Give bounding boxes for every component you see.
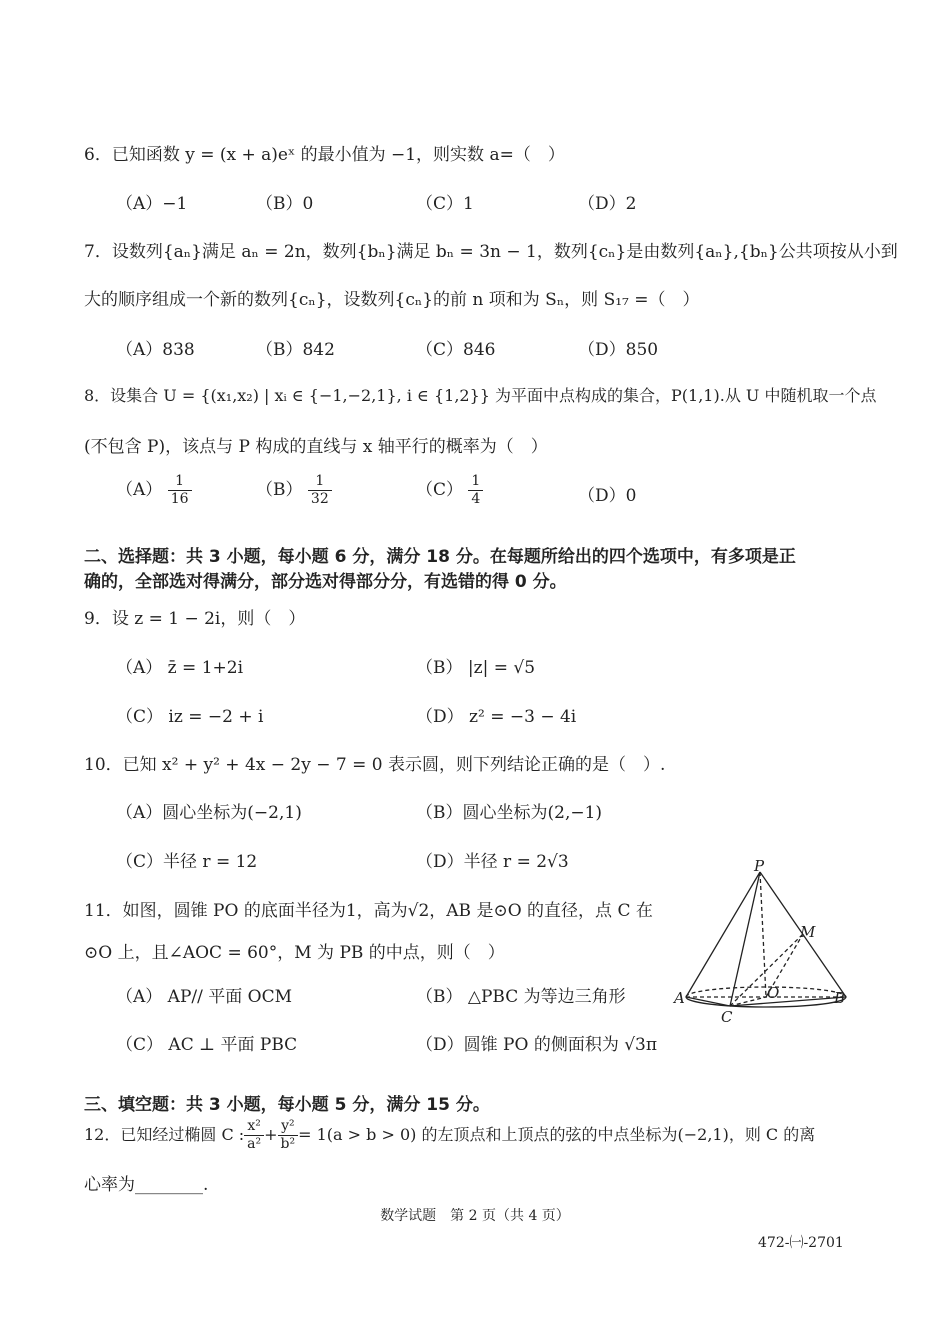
- q9-option-c: （C） iz = −2 + i: [116, 707, 264, 727]
- q12-plus: +: [264, 1125, 278, 1144]
- q6-option-b: （B）0: [256, 194, 314, 214]
- q8-option-c-fraction: [468, 473, 483, 508]
- fraction-denominator: a²: [247, 1136, 262, 1152]
- q11-option-a: （A） AP// 平面 OCM: [116, 987, 293, 1007]
- fraction-numerator: x²: [244, 1118, 264, 1136]
- q10-option-d: （D）半径 r = 2√3: [416, 852, 569, 872]
- section-2-heading-line1: 二、选择题：共 3 小题，每小题 6 分，满分 18 分。在每题所给出的四个选项中，有多项是正: [84, 547, 796, 567]
- height-PO: [760, 872, 766, 997]
- q12-fraction-y: [278, 1118, 299, 1153]
- cone-figure: [668, 860, 854, 1028]
- q6-option-d: （D）2: [578, 194, 637, 214]
- q10-option-c: （C）半径 r = 12: [116, 852, 258, 872]
- question-7-stem-line2: 大的顺序组成一个新的数列{cₙ}，设数列{cₙ}的前 n 项和为 Sₙ，则 S₁₇ =（ ）: [84, 290, 700, 310]
- q7-option-c: （C）846: [416, 340, 496, 360]
- label-B: B: [834, 989, 846, 1007]
- q8-option-b-fraction: [308, 473, 332, 508]
- fraction-denominator: b²: [280, 1136, 296, 1152]
- q9-option-b: （B） |z| = √5: [416, 658, 536, 678]
- label-O: O: [767, 984, 780, 1002]
- edge-PC: [730, 872, 760, 1006]
- q8-option-a: [116, 473, 192, 508]
- fraction-denominator: 32: [310, 491, 329, 507]
- fraction-denominator: 16: [170, 491, 189, 507]
- question-11-stem-line2: ⊙O 上，且∠AOC = 60°，M 为 PB 的中点，则（ ）: [84, 943, 505, 963]
- fraction-denominator: 4: [471, 491, 481, 507]
- q6-option-c: （C）1: [416, 194, 474, 214]
- question-10-stem: 10．已知 x² + y² + 4x − 2y − 7 = 0 表示圆，则下列结论正确的是（ ）.: [84, 755, 666, 775]
- q11-option-d: （D）圆锥 PO 的侧面积为 √3π: [416, 1035, 658, 1055]
- question-12-stem-line1: [84, 1118, 815, 1153]
- q10-option-a: （A）圆心坐标为(−2,1): [116, 803, 302, 823]
- label-C: C: [721, 1008, 733, 1026]
- page-footer: 数学试题 第 2 页（共 4 页）: [380, 1208, 570, 1224]
- q12-stem-post: = 1(a > b > 0) 的左顶点和上顶点的弦的中点坐标为(−2,1)，则 C 的离: [298, 1125, 816, 1144]
- label-M: M: [800, 923, 816, 941]
- q12-fraction-x: [244, 1118, 264, 1153]
- q7-option-a: （A）838: [116, 340, 195, 360]
- q12-stem-pre: 12．已知经过椭圆 C :: [84, 1125, 245, 1144]
- q11-option-b: （B） △PBC 为等边三角形: [416, 987, 626, 1007]
- q8-option-c: [416, 473, 483, 508]
- fraction-numerator: 1: [308, 473, 332, 491]
- q9-option-d: （D） z² = −3 − 4i: [416, 707, 577, 727]
- q10-option-b: （B）圆心坐标为(2,−1): [416, 803, 603, 823]
- fraction-numerator: y²: [278, 1118, 299, 1136]
- q8-option-b-label: （B）: [256, 480, 303, 500]
- q8-option-d: [578, 481, 636, 506]
- q7-option-b: （B）842: [256, 340, 335, 360]
- question-6-stem: 6．已知函数 y = (x + a)eˣ 的最小值为 −1，则实数 a=（ ）: [84, 145, 565, 165]
- question-8-stem-line2: (不包含 P)，该点与 P 构成的直线与 x 轴平行的概率为（ ）: [84, 437, 548, 457]
- section-3-heading: 三、填空题：共 3 小题，每小题 5 分，满分 15 分。: [84, 1095, 490, 1115]
- section-2-heading-line2: 确的，全部选对得满分，部分选对得部分分，有选错的得 0 分。: [84, 572, 567, 592]
- question-7-stem-line1: 7．设数列{aₙ}满足 aₙ = 2n，数列{bₙ}满足 bₙ = 3n − 1，数列{cₙ}是由数列{aₙ},{bₙ}公共项按从小到: [84, 242, 898, 262]
- q8-option-d-label: （D）: [578, 486, 626, 506]
- q8-option-a-label: （A）: [116, 480, 163, 500]
- label-A: A: [674, 989, 685, 1007]
- q11-option-c: （C） AC ⊥ 平面 PBC: [116, 1035, 298, 1055]
- question-11-stem-line1: 11．如图，圆锥 PO 的底面半径为1，高为√2，AB 是⊙O 的直径，点 C 在: [84, 901, 653, 921]
- q9-option-a: （A） z̄ = 1+2i: [116, 658, 244, 678]
- exam-code: 472-㈠-2701: [758, 1235, 844, 1251]
- q6-option-a: （A）−1: [116, 194, 188, 214]
- fraction-numerator: 1: [468, 473, 483, 491]
- question-8-stem-line1: 8．设集合 U = {(x₁,x₂) | xᵢ ∈ {−1,−2,1}, i ∈ {1,2}} 为平面中点构成的集合，P(1,1).从 U 中随机取一个点: [84, 386, 877, 405]
- question-9-stem: 9．设 z = 1 − 2i，则（ ）: [84, 609, 306, 629]
- q8-option-d-text: 0: [625, 486, 637, 506]
- q8-option-b: [256, 473, 332, 508]
- label-P: P: [754, 860, 765, 875]
- q8-option-c-label: （C）: [416, 480, 464, 500]
- question-12-stem-line2: 心率为________.: [84, 1175, 209, 1195]
- q7-option-d: （D）850: [578, 340, 659, 360]
- edge-PA: [686, 872, 760, 997]
- q8-option-a-fraction: [168, 473, 192, 508]
- fraction-numerator: 1: [168, 473, 192, 491]
